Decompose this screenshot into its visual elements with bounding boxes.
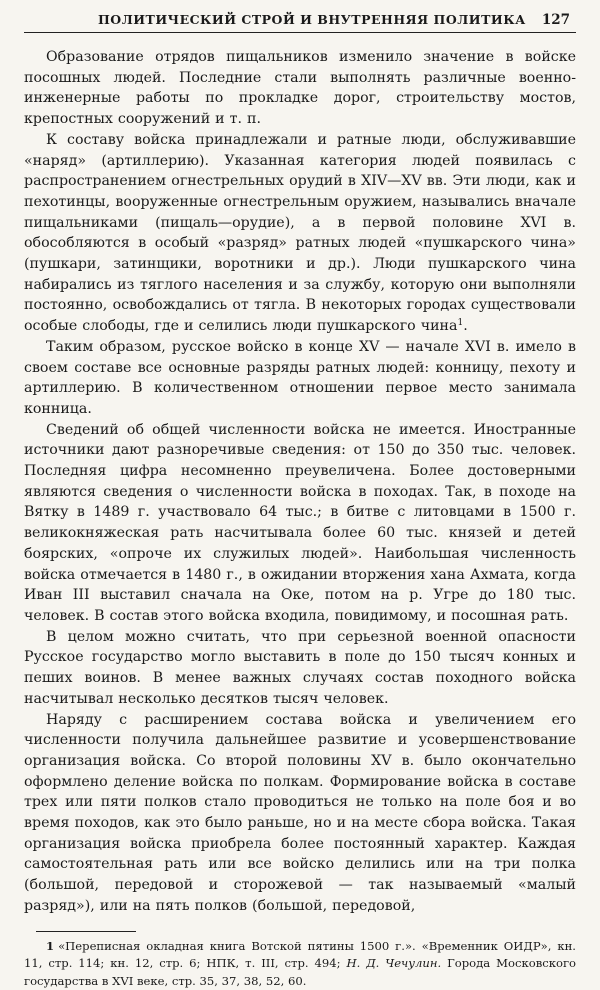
paragraph: Таким образом, русское войско в конце XV — начале XVI в. имело в своем составе все основные разряды ратных людей: конницу, пехоту и артиллерию. В количественном отношении первое место занимала конница. [24, 338, 576, 417]
footnote-citation: «Переписная окладная книга Вотской пятины 1500 г.». «Временник ОИДР», кн. 11, стр. 114; кн. 12, стр. 6; НПК, т. III, стр. 494; [24, 938, 576, 971]
footnote [24, 938, 576, 990]
paragraph: Образование отрядов пищальников изменило значение в войске посошных людей. Последние стали выполнять различные военно-инженерные работы по прокладке дорог, строительству мостов, крепостных сооружений и т. п. [24, 49, 576, 128]
paragraph: В целом можно считать, что при серьезной военной опасности Русское государство могло выставить в поле до 150 тысяч конных и пеших воинов. В менее важных случаях состав походного войска насчитывал несколько десятков тысяч человек. [24, 628, 576, 707]
footnote-author: Н. Д. Чечулин. [346, 956, 442, 971]
footnote-text [24, 938, 576, 990]
body-text [24, 47, 576, 917]
page-number: 127 [541, 12, 570, 28]
paragraph: К составу войска принадлежали и ратные люди, обслуживавшие «наряд» (артиллерию). Указанная категория людей появилась с распространением огнестрельных орудий в XIV—XV вв. Эти люди, как и пехотинцы, вооруженные огнестрельным оружием, назывались вначале пищальниками (пищаль—орудие), а в первой половине XVI в. обособляются в особый «разряд» ратных людей «пушкарского чина» (пушкари, затинщики, воротники и др.). Люди пушкарского чина набирались из тяглого населения и за службу, которую они выполняли постоянно, освобождались от тягла. В некоторых городах существовали особые слободы, где и селились люди пушкарского чина$^1$. [24, 131, 576, 335]
footnote-reference: 1 [457, 318, 464, 329]
paragraph: Наряду с расширением состава войска и увеличением его численности получила дальнейшее развитие и усовершенствование организация войска. Со второй половины XV в. было окончательно оформлено деление войска по полкам. Формирование войска в составе трех или пяти полков стало проводиться не только на поле боя и во время походов, как это было раньше, но и на месте сбора войска. Такая организация войска приобрела более постоянный характер. Каждая самостоятельная рать или все войско делились или на три полка (большой, передовой и сторожевой — так называемый «малый разряд»), или на пять полков (большой, передовой, [24, 711, 576, 914]
footnote-marker: 1 [46, 938, 55, 953]
running-title: ПОЛИТИЧЕСКИЙ СТРОЙ И ВНУТРЕННЯЯ ПОЛИТИКА [98, 12, 526, 27]
footnote-citation-title: Города Московского государства в XVI веке, стр. 35, 37, 38, 52, 60. [24, 956, 577, 988]
paragraph-text: К составу войска принадлежали и ратные люди, обслуживавшие «наряд» (артиллерию). Указанная категория людей появилась с распространением огнестрельных орудий в XIV—XV вв. Эти люди, как и пехотинцы, вооруженные огнестрельным оружием, назывались вначале пищальниками (пищаль—орудие), а в первой половине XVI в. обособляются в особый «разряд» ратных людей «пушкарского чина» (пушкари, затинщики, воротники и др.). Люди пушкарского чина набирались из тяглого населения и за службу, которую они выполняли постоянно, освобождались от тягла. В некоторых городах существовали особые слободы, где и селились люди пушкарского чина [24, 131, 576, 335]
running-header [24, 12, 576, 33]
paragraph: Сведений об общей численности войска не имеется. Иностранные источники дают разноречивые сведения: от 150 до 350 тыс. человек. Последняя цифра несомненно преувеличена. Более достоверными являются сведения о численности войска в походах. Так, в походе на Вятку в 1489 г. участвовало 64 тыс.; в битве с литовцами в 1500 г. великокняжеская рать насчитывала более 60 тыс. князей и детей боярских, «опроче их служилых людей». Наибольшая численность войска отмечается в 1480 г., в ожидании вторжения хана Ахмата, когда Иван III выставил сначала на Оке, потом на р. Угре до 180 тыс. человек. В состав этого войска входила, повидимому, и посошная рать. [24, 421, 576, 624]
footnote-divider [36, 931, 136, 932]
